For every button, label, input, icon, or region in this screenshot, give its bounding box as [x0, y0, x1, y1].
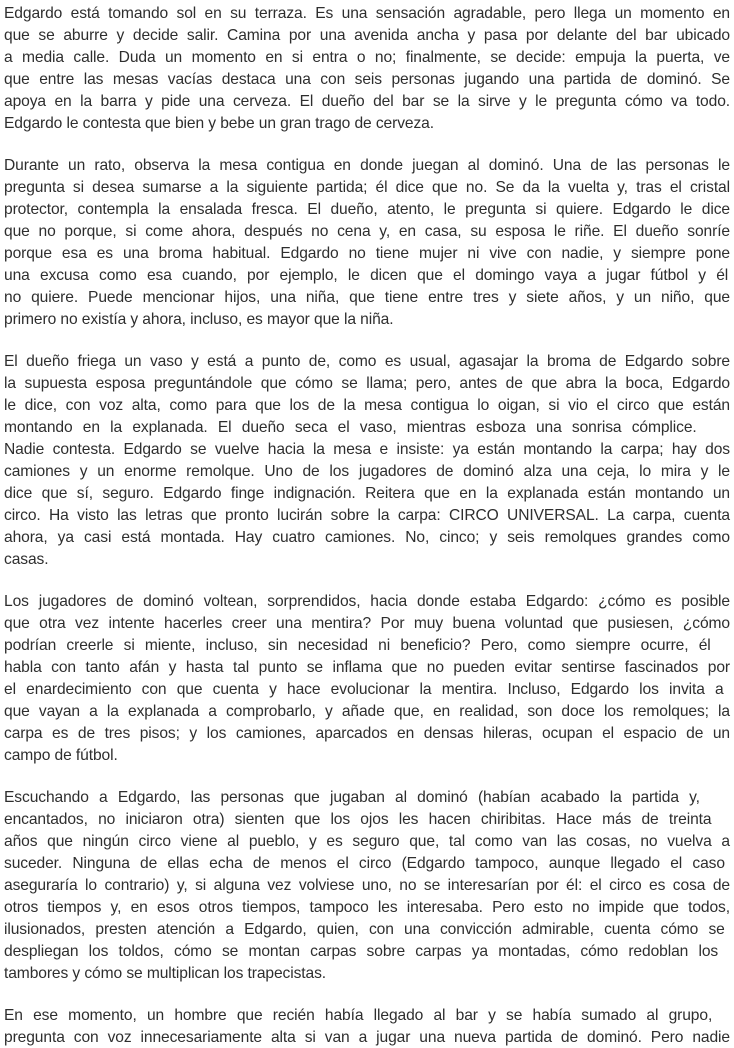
text-line: ahora, ya casi está montada. Hay cuatro camiones. No, cinco; y seis remolques grandes como	[4, 529, 730, 546]
text-line: El dueño friega un vaso y está a punto de, como es usual, agasajar la broma de Edgardo sobre	[4, 353, 730, 370]
text-line: montando en la explanada. El dueño seca el vaso, mientras esboza una sonrisa cómplice.	[4, 419, 697, 436]
text-line: circo. Ha visto las letras que pronto lucirán sobre la carpa: CIRCO UNIVERSAL. La carpa, cuenta	[4, 507, 730, 524]
text-line: suceder. Ninguna de ellas echa de menos el circo (Edgardo tampoco, aunque llegado el caso	[4, 855, 725, 872]
text-line: que vayan a la explanada a comprobarlo, y añade que, en realidad, son doce los remolques; la	[4, 703, 730, 720]
text-line: casas.	[4, 551, 49, 568]
text-line: porque esa es una broma habitual. Edgardo no tiene mujer ni vive con nadie, y siempre pone	[4, 245, 730, 262]
text-line: carpa es de tres pisos; y los camiones, aparcados en densas hileras, ocupan el espacio de un	[4, 725, 730, 742]
text-line: Edgardo le contesta que bien y bebe un gran trago de cerveza.	[4, 115, 434, 132]
text-line: aseguraría lo contrario) y, si alguna vez volviese uno, no se interesarían por él: el circo es cosa de	[4, 877, 730, 894]
text-line: dice que sí, seguro. Edgardo finge indignación. Reitera que en la explanada están montando un	[4, 485, 730, 502]
text-line: una excusa como esa cuando, por ejemplo, le dicen que el domingo vaya a jugar fútbol y él	[4, 267, 729, 284]
text-line: le dice, con voz alta, como para que los de la mesa contigua lo oigan, si vio el circo que están	[4, 397, 730, 414]
text-line: que se aburre y decide salir. Camina por una avenida ancha y pasa por delante del bar ubicado	[4, 27, 730, 44]
paragraph-3	[4, 351, 730, 571]
text-line: Durante un rato, observa la mesa contigua en donde juegan al dominó. Una de las personas le	[4, 157, 730, 174]
paragraph-4	[4, 591, 730, 767]
text-line: protector, contempla la ensalada fresca. El dueño, atento, le pregunta si quiere. Edgardo le dice	[4, 201, 730, 218]
text-line: podrían creerle si miente, incluso, sin necesidad ni beneficio? Pero, como siempre ocurre, él	[4, 637, 711, 654]
text-line: años que ningún circo viene al pueblo, y es seguro que, tal como van las cosas, no vuelva a	[4, 833, 730, 850]
text-line: pregunta con voz innecesariamente alta si van a jugar una nueva partida de dominó. Pero nadie	[4, 1029, 730, 1046]
text-line: camiones y un enorme remolque. Uno de los jugadores de dominó alza una ceja, lo mira y le	[4, 463, 730, 480]
text-line: habla con tanto afán y hasta tal punto se inflama que no pueden evitar sentirse fascinados por	[4, 659, 730, 676]
text-line: no quiere. Puede mencionar hijos, una niña, que tiene entre tres y siete años, y un niño, que	[4, 289, 730, 306]
text-line: a media calle. Duda un momento en si entra o no; finalmente, se decide: empuja la puerta, ve	[4, 49, 730, 66]
text-line: ilusionados, presten atención a Edgardo, quien, con una convicción admirable, cuenta cómo se	[4, 921, 725, 938]
text-line: que entre las mesas vacías destaca una con seis personas jugando una partida de dominó. Se	[4, 71, 730, 88]
text-line: Edgardo está tomando sol en su terraza. Es una sensación agradable, pero llega un momento en	[4, 5, 730, 22]
paragraph-6	[4, 1005, 730, 1048]
text-line: En ese momento, un hombre que recién había llegado al bar y se había sumado al grupo,	[4, 1007, 713, 1024]
text-line: apoya en la barra y pide una cerveza. El dueño del bar se la sirve y le pregunta cómo va todo.	[4, 93, 730, 110]
text-line: que no porque, si come ahora, después no cena y, en casa, su esposa le riñe. El dueño sonríe	[4, 223, 730, 240]
text-line: Los jugadores de dominó voltean, sorprendidos, hacia donde estaba Edgardo: ¿cómo es posible	[4, 593, 730, 610]
paragraph-5	[4, 787, 730, 985]
text-line: que otra vez intente hacerles creer una mentira? Por muy buena voluntad que pusiesen, ¿cómo	[4, 615, 730, 632]
text-line: despliegan los toldos, cómo se montan carpas sobre carpas ya montadas, cómo redoblan los	[4, 943, 719, 960]
text-line: tambores y cómo se multiplican los trapecistas.	[4, 965, 327, 982]
text-line: la supuesta esposa preguntándole que cómo se llama; pero, antes de que abra la boca, Edgardo	[4, 375, 730, 392]
text-line: el enardecimiento con que cuenta y hace evolucionar la mentira. Incluso, Edgardo los invita a	[4, 681, 724, 698]
text-line: encantados, no iniciaron otra) sienten que los ojos les hacen chiribitas. Hace más de treinta	[4, 811, 712, 828]
text-line: primero no existía y ahora, incluso, es mayor que la niña.	[4, 311, 394, 328]
text-line: Escuchando a Edgardo, las personas que jugaban al dominó (habían acabado la partida y,	[4, 789, 700, 806]
text-line: campo de fútbol.	[4, 747, 118, 764]
paragraph-2	[4, 155, 730, 331]
text-line: Nadie contesta. Edgardo se vuelve hacia la mesa e insiste: ya están montando la carpa; hay dos	[4, 441, 730, 458]
text-line: pregunta si desea sumarse a la siguiente partida; él dice que no. Se da la vuelta y, tras el cristal	[4, 179, 730, 196]
text-line: otros tiempos y, en esos otros tiempos, tampoco les interesaba. Pero esto no impide que todos,	[4, 899, 730, 916]
paragraph-1	[4, 3, 730, 135]
